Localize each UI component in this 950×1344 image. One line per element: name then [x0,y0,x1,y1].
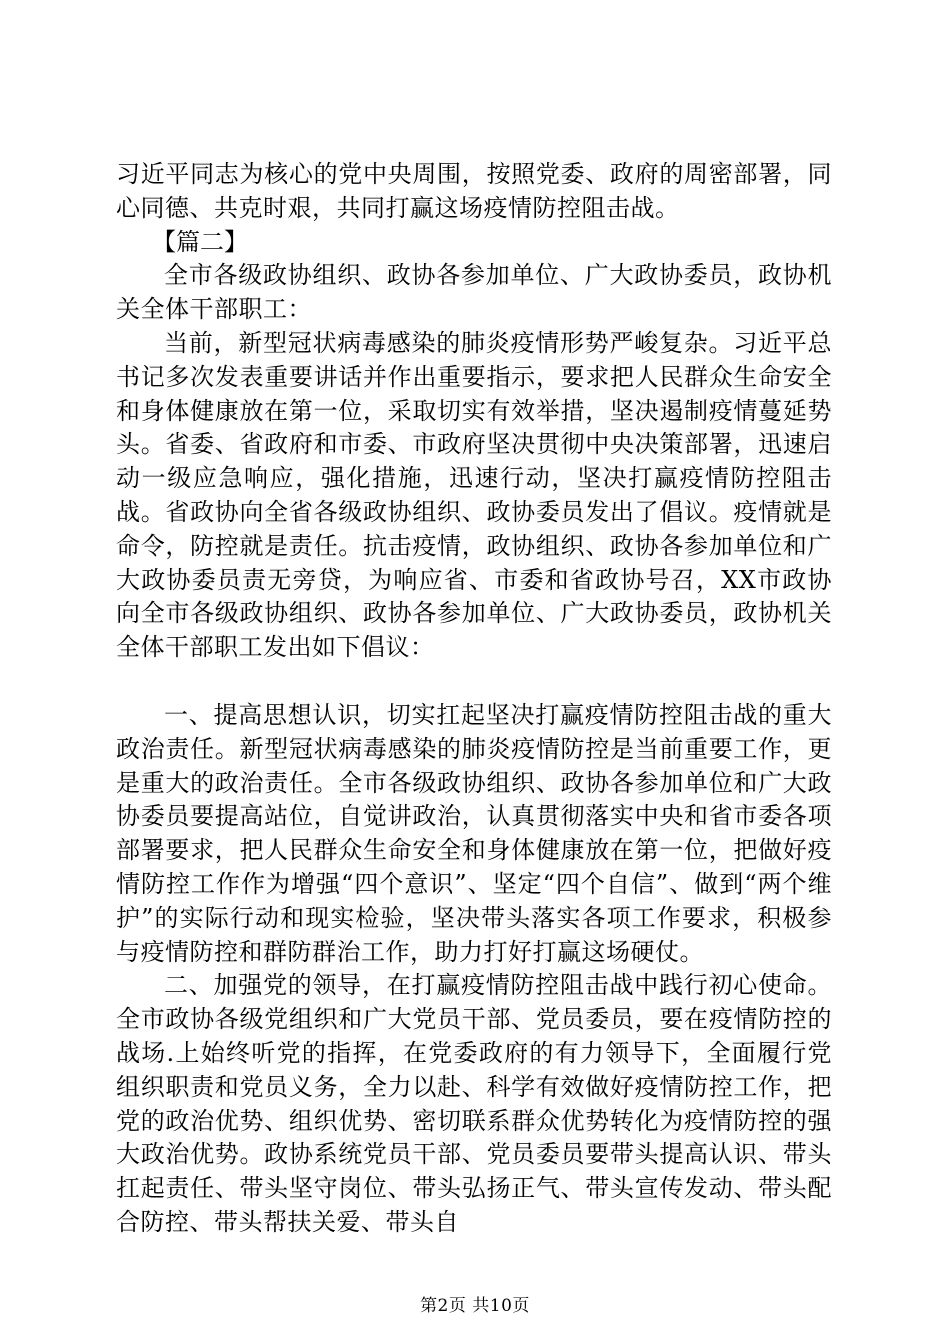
document-body [116,158,832,1240]
paragraph-continuation: 习近平同志为核心的党中央周围，按照党委、政府的周密部署，同心同德、共克时艰，共同打赢这场疫情防控阻击战。 [116,160,832,222]
page-footer: 第2页 共10页 [420,1296,530,1316]
intro-paragraph: 当前，新型冠状病毒感染的肺炎疫情形势严峻复杂。习近平总书记多次发表重要讲话并作出重要指示，要求把人民群众生命安全和身体健康放在第一位，采取切实有效举措，坚决遏制疫情蔓延势头。省委、省政府和市委、市政府坚决贯彻中央决策部署，迅速启动一级应急响应，强化措施，迅速行动，坚决打赢疫情防控阻击战。省政协向全省各级政协组织、政协委员发出了倡议。疫情就是命令，防控就是责任。抗击疫情，政协组织、政协各参加单位和广大政协委员责无旁贷，为响应省、市委和省政协号召，XX市政协向全市各级政协组织、政协各参加单位、广大政协委员，政协机关全体干部职工发出如下倡议： [116,328,832,662]
paragraph-spacer [116,665,832,699]
salutation-paragraph: 全市各级政协组织、政协各参加单位、广大政协委员，政协机关全体干部职工： [116,261,832,324]
section-heading: 【篇二】 [152,227,248,256]
point-two-paragraph: 二、加强党的领导，在打赢疫情防控阻击战中践行初心使命。全市政协各级党组织和广大党员干部、党员委员，要在疫情防控的战场.上始终听党的指挥，在党委政府的有力领导下，全面履行党组织职责和党员义务，全力以赴、科学有效做好疫情防控工作，把党的政治优势、组织优势、密切联系群众优势转化为疫情防控的强大政治优势。政协系统党员干部、党员委员要带头提高认识、带头扛起责任、带头坚守岗位、带头弘扬正气、带头宣传发动、带头配合防控、带头帮扶关爱、带头自 [116,971,832,1236]
point-one-paragraph: 一、提高思想认识，切实扛起坚决打赢疫情防控阻击战的重大政治责任。新型冠状病毒感染的肺炎疫情防控是当前重要工作，更是重大的政治责任。全市各级政协组织、政协各参加单位和广大政协委员要提高站位，自觉讲政治，认真贯彻落实中央和省市委各项部署要求，把人民群众生命安全和身体健康放在第一位，把做好疫情防控工作作为增强“四个意识”、坚定“四个自信”、做到“两个维护”的实际行动和现实检验，坚决带头落实各项工作要求，积极参与疫情防控和群防群治工作，助力打好打赢这场硬仗。 [116,700,832,966]
